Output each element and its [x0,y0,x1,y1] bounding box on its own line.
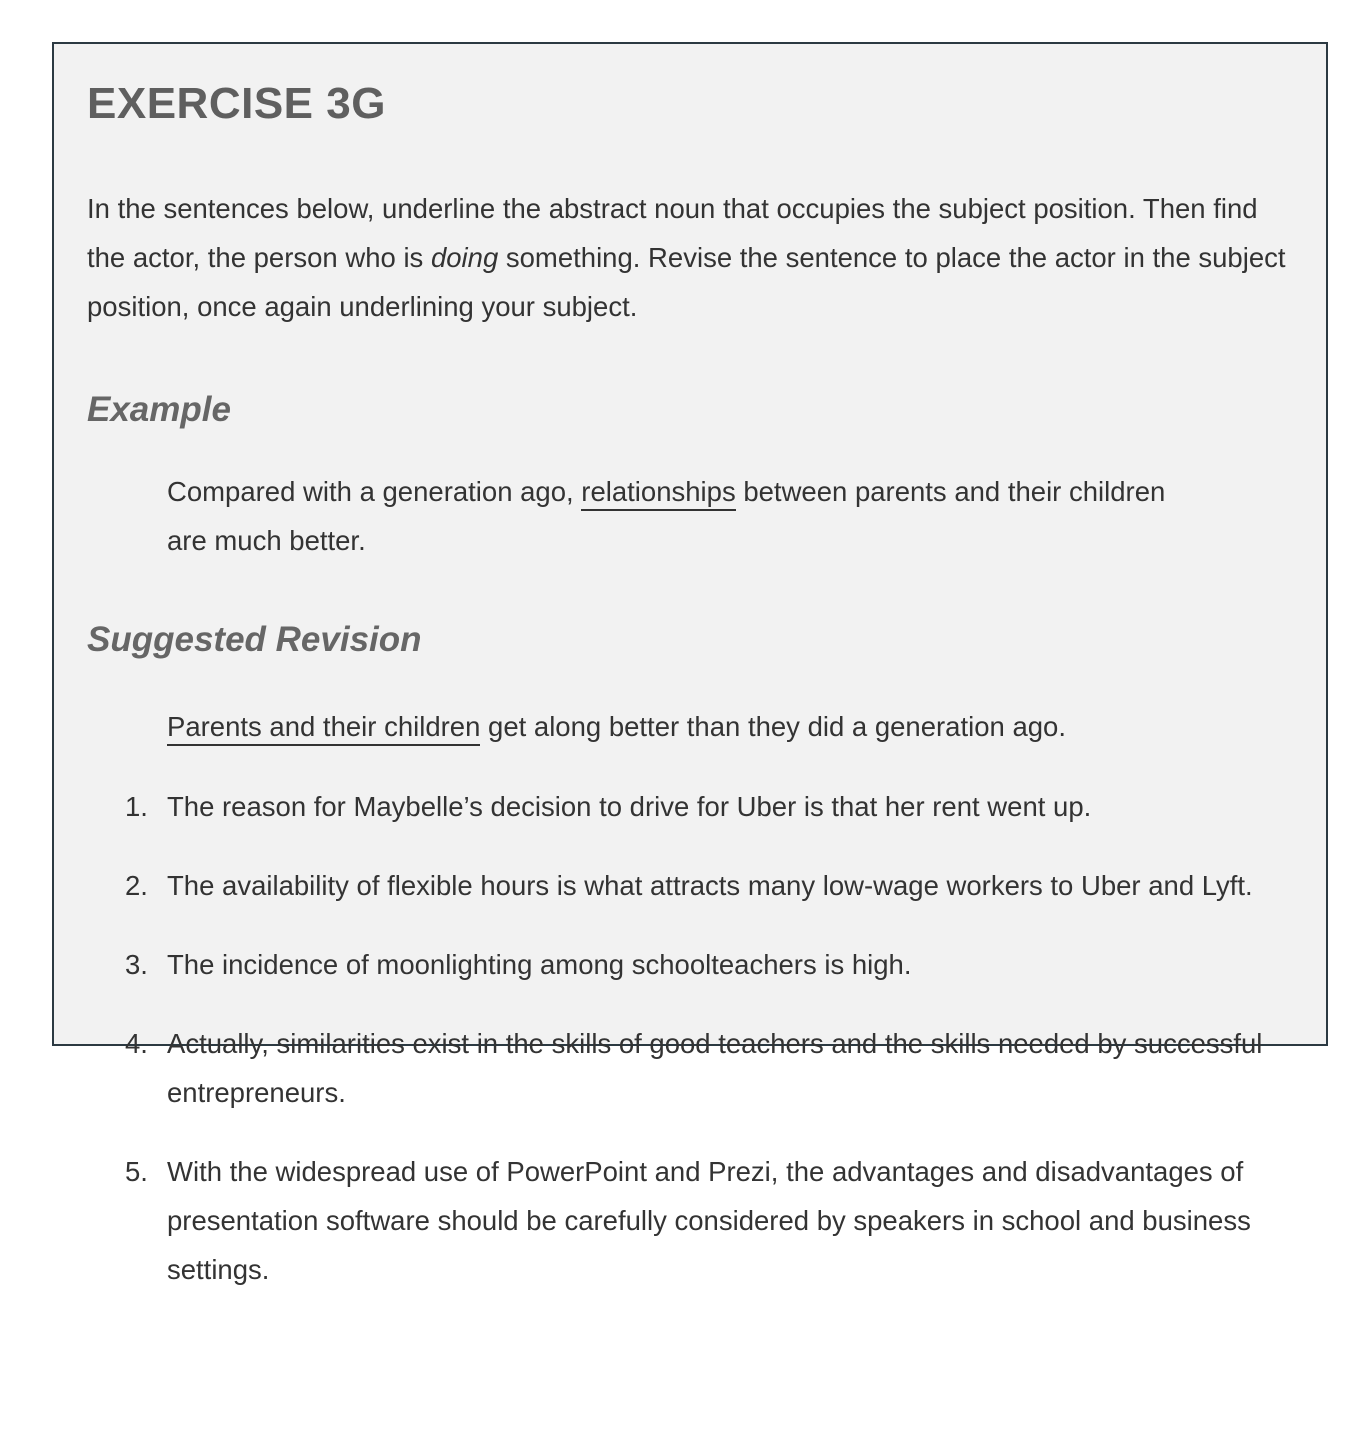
instructions-part-2: something. Revise the sentence to place the actor in the subject position, once again underlining your subject. [87,242,1286,322]
exercise-box [52,42,1328,1285]
item-text: Actually, similarities exist in the skills of good teachers and the skills needed by successful entrepreneurs. [167,1028,1263,1108]
list-item [125,940,1307,989]
example-sentence [167,467,1207,565]
instructions-emphasis: doing [430,242,499,273]
revision-after: get along better than they did a generation ago. [480,711,1066,742]
list-item [125,1019,1307,1117]
item-number: 3. [125,949,148,980]
list-item [125,861,1307,910]
list-item [125,1147,1307,1294]
example-underlined-noun: relationships [581,476,735,511]
item-number: 2. [125,870,148,901]
exercise-list [125,782,1307,1324]
revision-heading: Suggested Revision [87,620,422,659]
item-number: 4. [125,1028,148,1059]
item-number: 1. [125,791,148,822]
example-heading: Example [87,390,231,429]
item-text: The incidence of moonlighting among schoolteachers is high. [167,949,912,980]
exercise-title: EXERCISE 3G [87,79,386,128]
item-text: The availability of flexible hours is what attracts many low-wage workers to Uber and Lyft. [167,870,1253,901]
instructions-part-1: In the sentences below, underline the abstract noun that occupies the subject position. Then find the actor, the person who is [87,193,1258,273]
instructions [87,184,1287,331]
item-number: 5. [125,1156,148,1187]
revision-sentence [167,702,1317,751]
example-after: between parents and their children are much better. [167,476,1166,556]
revision-underlined-subject: Parents and their children [167,711,480,746]
item-text: The reason for Maybelle’s decision to drive for Uber is that her rent went up. [167,791,1092,822]
example-before: Compared with a generation ago, [167,476,582,507]
list-item [125,782,1307,831]
item-text: With the widespread use of PowerPoint and Prezi, the advantages and disadvantages of presentation software should be carefully considered by speakers in school and business settings. [167,1156,1251,1285]
